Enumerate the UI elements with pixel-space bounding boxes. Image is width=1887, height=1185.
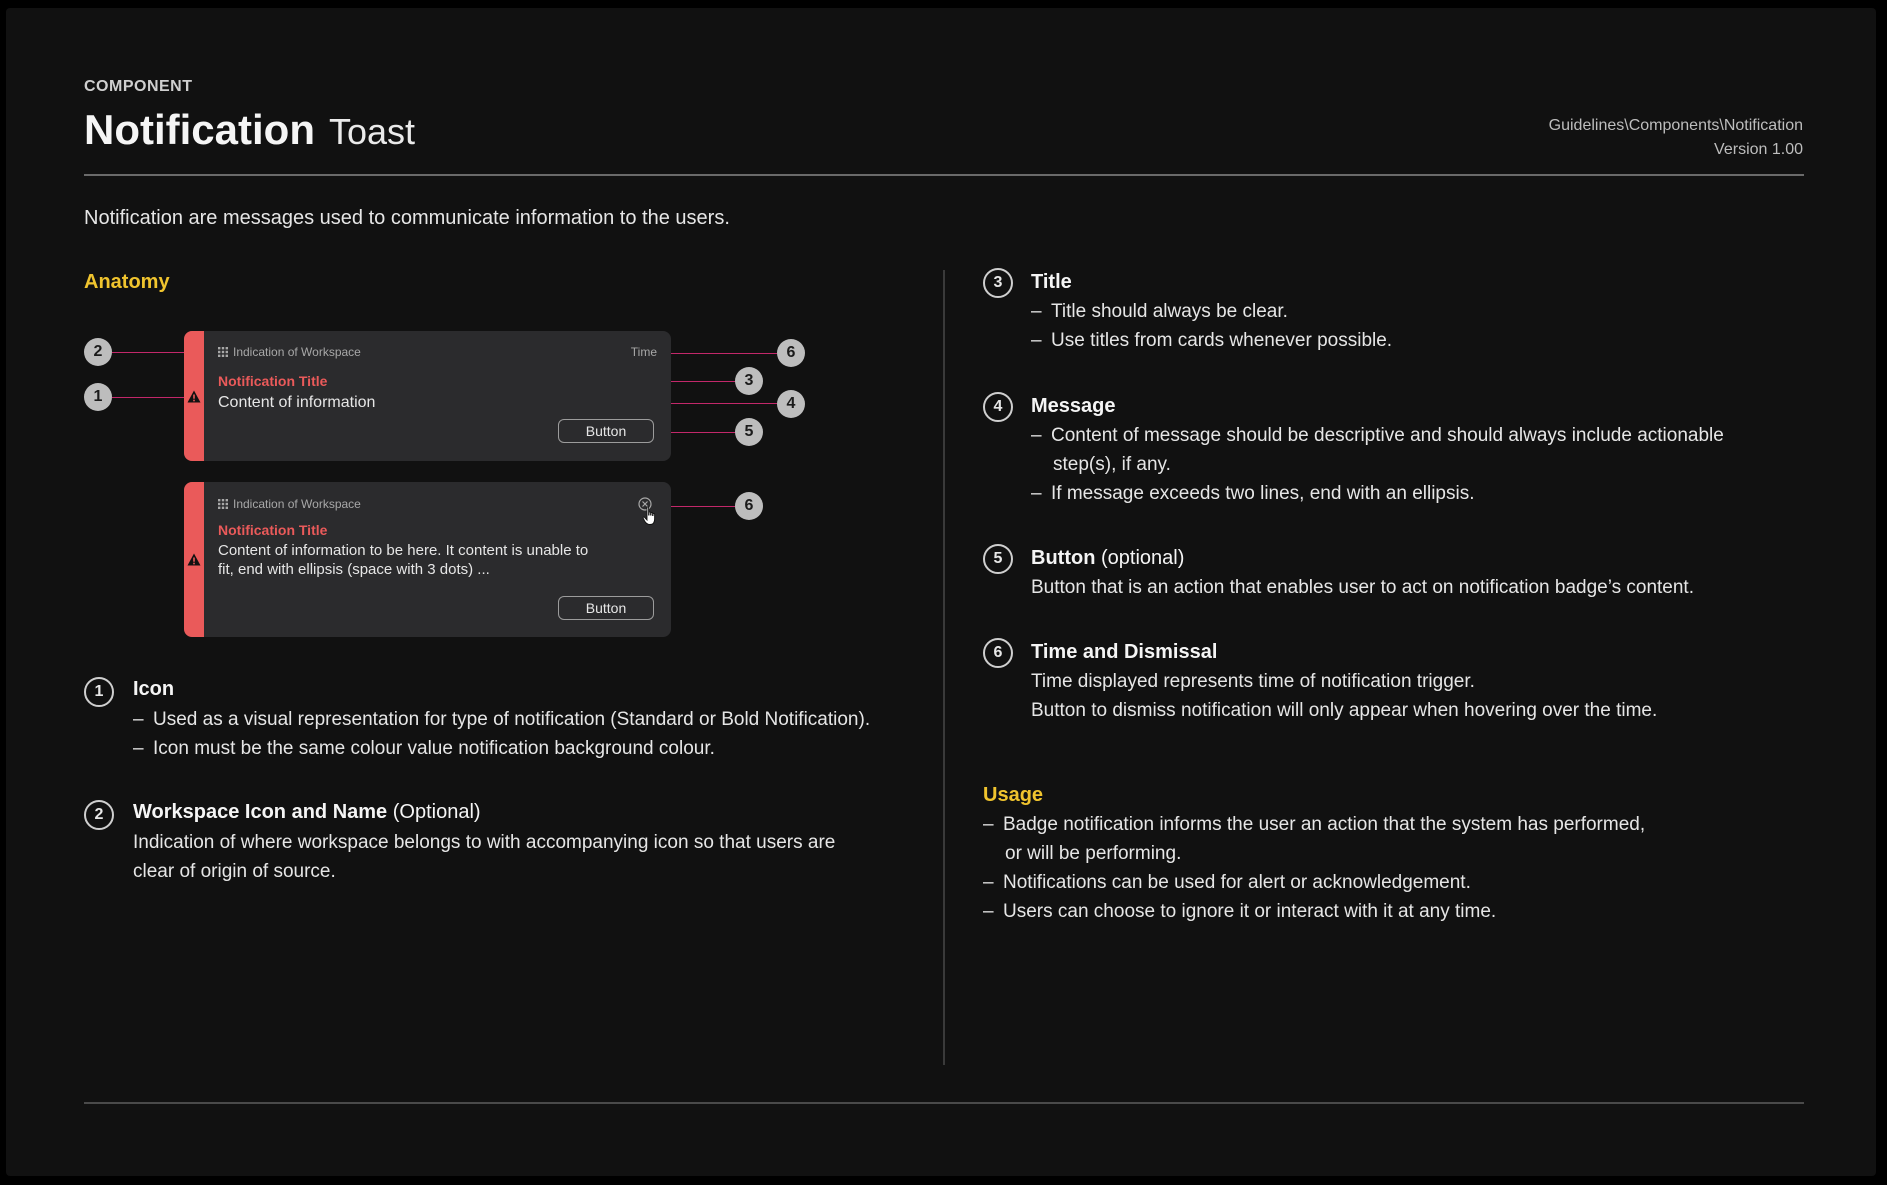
item-heading-icon: Icon: [133, 678, 175, 700]
item-heading-workspace: [133, 801, 481, 824]
marker-6b: 6: [735, 492, 763, 520]
item-number-badge: 4: [983, 392, 1013, 422]
bullet-line: step(s), if any.: [1053, 454, 1171, 475]
notification-content-line: fit, end with ellipsis (space with 3 dots) ...: [218, 561, 490, 578]
eyebrow-label: COMPONENT: [84, 78, 193, 95]
version-label: Version 1.00: [1714, 141, 1803, 158]
workspace-indicator: [218, 345, 361, 359]
breadcrumb-path: Guidelines\Components\Notification: [1548, 117, 1803, 134]
body-line: Time displayed represents time of notification trigger.: [1031, 671, 1475, 692]
body-line: clear of origin of source.: [133, 861, 336, 882]
bullet-item: – Use titles from cards whenever possible.: [1031, 326, 1811, 355]
optional-tag: (Optional): [392, 801, 481, 823]
leader-line-1: [112, 397, 184, 398]
marker-2: 2: [84, 338, 112, 366]
body-line: Button that is an action that enables user to act on notification badge’s content.: [1031, 577, 1694, 598]
item-body-button: [1031, 573, 1821, 602]
item-number-badge: 2: [84, 800, 114, 830]
item-number-badge: 5: [983, 544, 1013, 574]
warning-icon: [187, 389, 201, 403]
notification-title: Notification Title: [218, 522, 328, 538]
item-body-time: [1031, 667, 1821, 725]
body-line: Button to dismiss notification will only appear when hovering over the time.: [1031, 700, 1658, 721]
column-divider: [943, 270, 945, 1065]
intro-text: Notification are messages used to communicate information to the users.: [84, 207, 730, 229]
item-heading-title: Title: [1031, 271, 1072, 293]
workspace-name: Indication of Workspace: [233, 497, 361, 511]
notification-time[interactable]: Time: [630, 345, 657, 359]
item-body-title: [1031, 297, 1811, 355]
item-number-badge: 1: [84, 677, 114, 707]
header-divider: [84, 174, 1804, 176]
toast-example-hover: [184, 482, 671, 637]
item-body-icon: [133, 705, 933, 763]
marker-6: 6: [777, 339, 805, 367]
marker-5: 5: [735, 418, 763, 446]
bullet-item: – If message exceeds two lines, end with an ellipsis.: [1031, 479, 1811, 508]
item-heading-text: Button: [1031, 547, 1096, 569]
bullet-item: [1031, 421, 1811, 479]
optional-tag: (optional): [1100, 547, 1185, 569]
bullet-item: – Used as a visual representation for type of notification (Standard or Bold Notification).: [133, 705, 933, 734]
document-meta: [1549, 114, 1803, 162]
marker-1: 1: [84, 383, 112, 411]
bullet-item: – Notifications can be used for alert or acknowledgement.: [983, 868, 1803, 897]
bullet-item: – Title should always be clear.: [1031, 297, 1811, 326]
page-title: [84, 106, 415, 154]
marker-4: 4: [777, 390, 805, 418]
bullet-line: or will be performing.: [1005, 843, 1182, 864]
warning-icon: [187, 552, 201, 566]
leader-line-6a: [659, 353, 777, 354]
bullet-item: – Users can choose to ignore it or interact with it at any time.: [983, 897, 1803, 926]
workspace-name: Indication of Workspace: [233, 345, 361, 359]
page-subtitle: Toast: [328, 111, 416, 152]
page-title-main: Notification: [84, 106, 315, 153]
notification-content: [218, 541, 588, 579]
footer-divider: [84, 1102, 1804, 1104]
bullet-line: – Badge notification informs the user an action that the system has performed,: [1003, 814, 1646, 835]
notification-action-button[interactable]: Button: [558, 596, 654, 620]
marker-3: 3: [735, 367, 763, 395]
notification-action-button[interactable]: Button: [558, 419, 654, 443]
workspace-grid-icon: [218, 347, 228, 357]
hand-cursor-icon: [642, 506, 658, 531]
item-body-workspace: [133, 828, 923, 886]
workspace-grid-icon: [218, 499, 228, 509]
bullet-item: [983, 810, 1803, 868]
usage-heading: Usage: [983, 784, 1044, 806]
usage-list: [983, 810, 1803, 926]
notification-content: Content of information: [218, 394, 376, 411]
anatomy-heading: Anatomy: [84, 271, 170, 293]
item-number-badge: 3: [983, 268, 1013, 298]
notification-content-line: Content of information to be here. It content is unable to: [218, 542, 589, 559]
item-heading-time: Time and Dismissal: [1031, 641, 1218, 663]
leader-line-2: [112, 352, 184, 353]
item-number-badge: 6: [983, 638, 1013, 668]
bullet-line: – Content of message should be descriptive and should always include actionable: [1051, 425, 1724, 446]
item-heading-button: [1031, 547, 1184, 570]
bullet-item: – Icon must be the same colour value notification background colour.: [133, 734, 933, 763]
toast-example-standard: [184, 331, 671, 461]
body-line: Indication of where workspace belongs to with accompanying icon so that users are: [133, 832, 836, 853]
workspace-indicator: [218, 497, 361, 511]
item-heading-text: Workspace Icon and Name: [133, 801, 388, 823]
item-body-message: [1031, 421, 1811, 508]
item-heading-message: Message: [1031, 395, 1116, 417]
notification-title: Notification Title: [218, 373, 328, 389]
